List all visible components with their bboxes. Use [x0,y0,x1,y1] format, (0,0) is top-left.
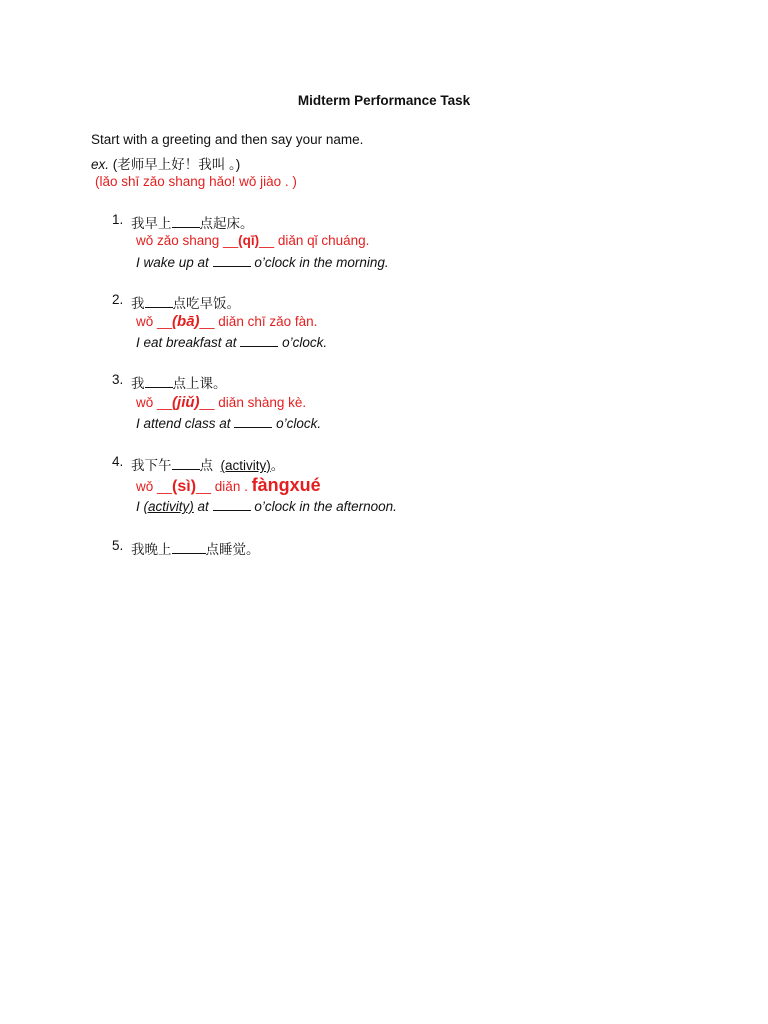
item-4-pinyin [136,475,321,496]
item-number: 5. [112,538,124,553]
item-2-pinyin [136,313,317,330]
item-5-chinese [131,538,260,558]
item-2-english-a: I eat breakfast at [136,335,237,350]
answer-blank[interactable] [172,457,200,470]
item-4-english-b: o’clock in the afternoon. [254,499,397,514]
instruction-text: Start with a greeting and then say your name. [91,132,364,147]
item-5-chinese-a: 我晚上 [131,542,172,557]
item-1-english [136,254,389,270]
item-1-chinese [131,212,254,232]
item-4-pinyin-answer: (sì) [172,478,197,495]
item-4-pinyin-answer-word: fàngxué [251,475,321,495]
item-1-english-a: I wake up at [136,255,209,270]
item-2-chinese [131,292,240,312]
item-4-activity: (activity) [220,458,271,473]
answer-blank[interactable] [213,254,251,267]
answer-blank[interactable] [145,295,173,308]
example-chinese-text: (老师早上好！我叫 。) [112,157,241,172]
answer-blank[interactable] [234,415,272,428]
item-2-chinese-a: 我 [131,296,145,311]
item-1-pinyin-b: __ diǎn qǐ chuáng. [259,233,370,248]
item-5-chinese-b: 点睡觉。 [205,542,260,557]
item-3-english [136,415,321,431]
item-number: 4. [112,454,124,469]
item-3-chinese-a: 我 [131,376,145,391]
item-3-chinese [131,372,227,392]
item-3-pinyin [136,394,306,411]
item-2-pinyin-b: __ diǎn chī zǎo fàn. [199,314,318,329]
item-4-english-activity: (activity) [143,499,194,514]
item-3-pinyin-b: __ diǎn shàng kè. [199,395,307,410]
item-2-english [136,334,327,350]
item-number: 1. [112,212,124,227]
item-1-chinese-a: 我早上 [131,216,172,231]
item-3-pinyin-answer: (jiǔ) [172,394,200,411]
item-number: 2. [112,292,124,307]
example-prefix: ex. [91,157,110,172]
item-1-chinese-b: 点起床。 [199,216,254,231]
item-4-chinese-end: 。 [270,458,285,473]
item-number: 3. [112,372,124,387]
item-3-english-b: o’clock. [276,416,322,431]
item-4-english-a: I [136,499,140,514]
answer-blank[interactable] [145,375,173,388]
item-4-english [136,498,397,514]
item-4-chinese-a: 我下午 [131,458,172,473]
answer-blank[interactable] [240,334,278,347]
page-title: Midterm Performance Task [297,93,471,108]
item-2-english-b: o’clock. [282,335,328,350]
item-1-pinyin [136,233,369,248]
item-2-pinyin-answer: (bā) [172,313,200,330]
item-3-pinyin-a: wǒ __ [136,395,173,410]
answer-blank[interactable] [172,541,206,554]
item-1-english-b: o’clock in the morning. [254,255,389,270]
item-3-english-a: I attend class at [136,416,231,431]
item-2-pinyin-a: wǒ __ [136,314,173,329]
item-4-english-mid: at [197,499,209,514]
item-2-chinese-b: 点吃早饭。 [172,296,240,311]
example-pinyin: (lǎo shī zǎo shang hǎo! wǒ jiào . ) [95,174,297,189]
item-1-pinyin-a: wǒ zǎo shang __ [136,233,239,248]
answer-blank[interactable] [213,498,251,511]
item-1-pinyin-answer: (qī) [238,233,260,248]
item-4-pinyin-b: __ diǎn . [196,479,248,494]
example-chinese [91,153,240,173]
answer-blank[interactable] [172,215,200,228]
item-4-chinese-b: 点 [199,458,213,473]
item-4-pinyin-a: wǒ __ [136,479,173,494]
item-4-chinese [131,454,284,474]
item-3-chinese-b: 点上课。 [172,376,227,391]
